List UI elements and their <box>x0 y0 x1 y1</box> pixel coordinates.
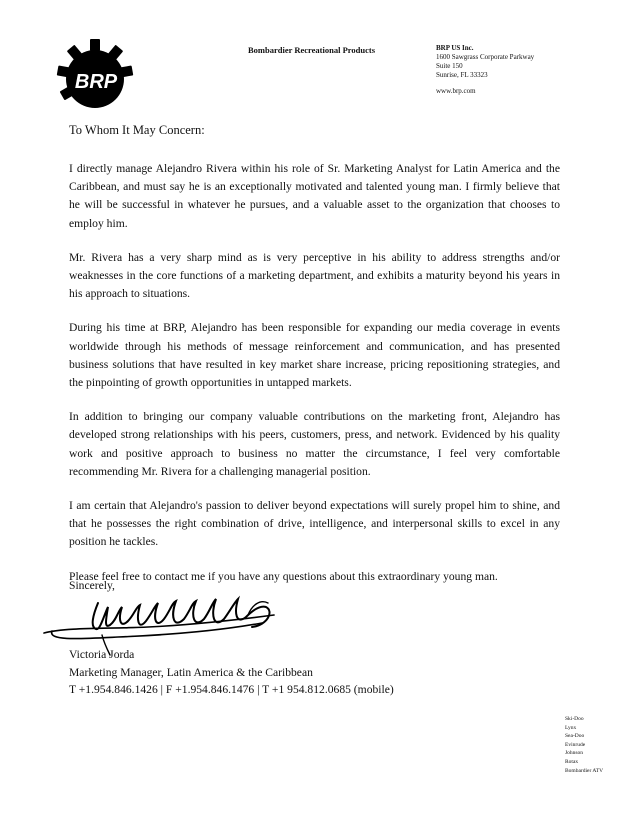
brand-item: Rotax <box>565 758 579 765</box>
address-street: 1600 Sawgrass Corporate Parkway <box>436 53 535 61</box>
signer-block <box>69 646 394 699</box>
closing: Sincerely, <box>69 579 115 592</box>
signer-phones: T +1.954.846.1426 | F +1.954.846.1476 | T +1 954.812.0685 (mobile) <box>69 683 394 696</box>
paragraph-2: Mr. Rivera has a very sharp mind as is very perceptive in his ability to address strengths and/or weaknesses in the core functions of a marketing department, and exhibits a maturity beyond his years in his approach to situations. <box>69 250 560 301</box>
brand-item: Lynx <box>565 724 577 731</box>
paragraph-3: During his time at BRP, Alejandro has been responsible for expanding our media coverage in events worldwide through his methods of message reinforcement and communication, and has presented business solutions that have resulted in key market share increase, pricing repositioning strategies, and the pinpointing of growth opportunities in untapped markets. <box>69 321 560 390</box>
brand-item: Bombardier ATV <box>565 767 604 774</box>
company-name: Bombardier Recreational Products <box>248 45 376 55</box>
address-city: Sunrise, FL 33323 <box>436 71 488 79</box>
brand-item: Ski-Doo <box>565 716 584 722</box>
greeting: To Whom It May Concern: <box>69 123 205 137</box>
paragraph-1: I directly manage Alejandro Rivera within his role of Sr. Marketing Analyst for Latin America and the Caribbean, and must say he is an exceptionally motivated and talented young man. I firmly believe that he will be successful in whatever he pursues, and a valuable asset to the organization that chooses to employ him. <box>69 162 560 230</box>
paragraph-5: I am certain that Alejandro's passion to deliver beyond expectations will surely propel him to shine, and that he possesses the right combination of drive, intelligence, and interpersonal skills to excel in any position he tackles. <box>69 499 560 549</box>
letterhead-address <box>436 44 534 96</box>
address-suite: Suite 150 <box>436 62 463 70</box>
brp-logo <box>56 38 134 116</box>
logo-text: BRP <box>74 71 118 93</box>
paragraph-4: In addition to bringing our company valuable contributions on the marketing front, Alejandro has developed strong relationships with his peers, customers, press, and network. Evidenced by his quality work and positive approach to business no matter the circumstance, I feel very comfortable recommending Mr. Rivera for a challenging managerial position. <box>69 410 560 478</box>
brand-item: Sea-Doo <box>565 733 585 740</box>
address-company: BRP US Inc. <box>436 44 474 52</box>
letter-body <box>69 160 560 602</box>
website-link[interactable]: www.brp.com <box>436 87 476 95</box>
brand-item: Evinrude <box>565 741 586 748</box>
brand-list <box>565 715 603 775</box>
signer-name: Victoria Jorda <box>69 648 135 661</box>
paragraph-6: Please feel free to contact me if you have any questions about this extraordinary young man. <box>69 569 498 583</box>
signer-title: Marketing Manager, Latin America & the Caribbean <box>69 665 313 679</box>
brand-item: Johnson <box>565 750 584 757</box>
